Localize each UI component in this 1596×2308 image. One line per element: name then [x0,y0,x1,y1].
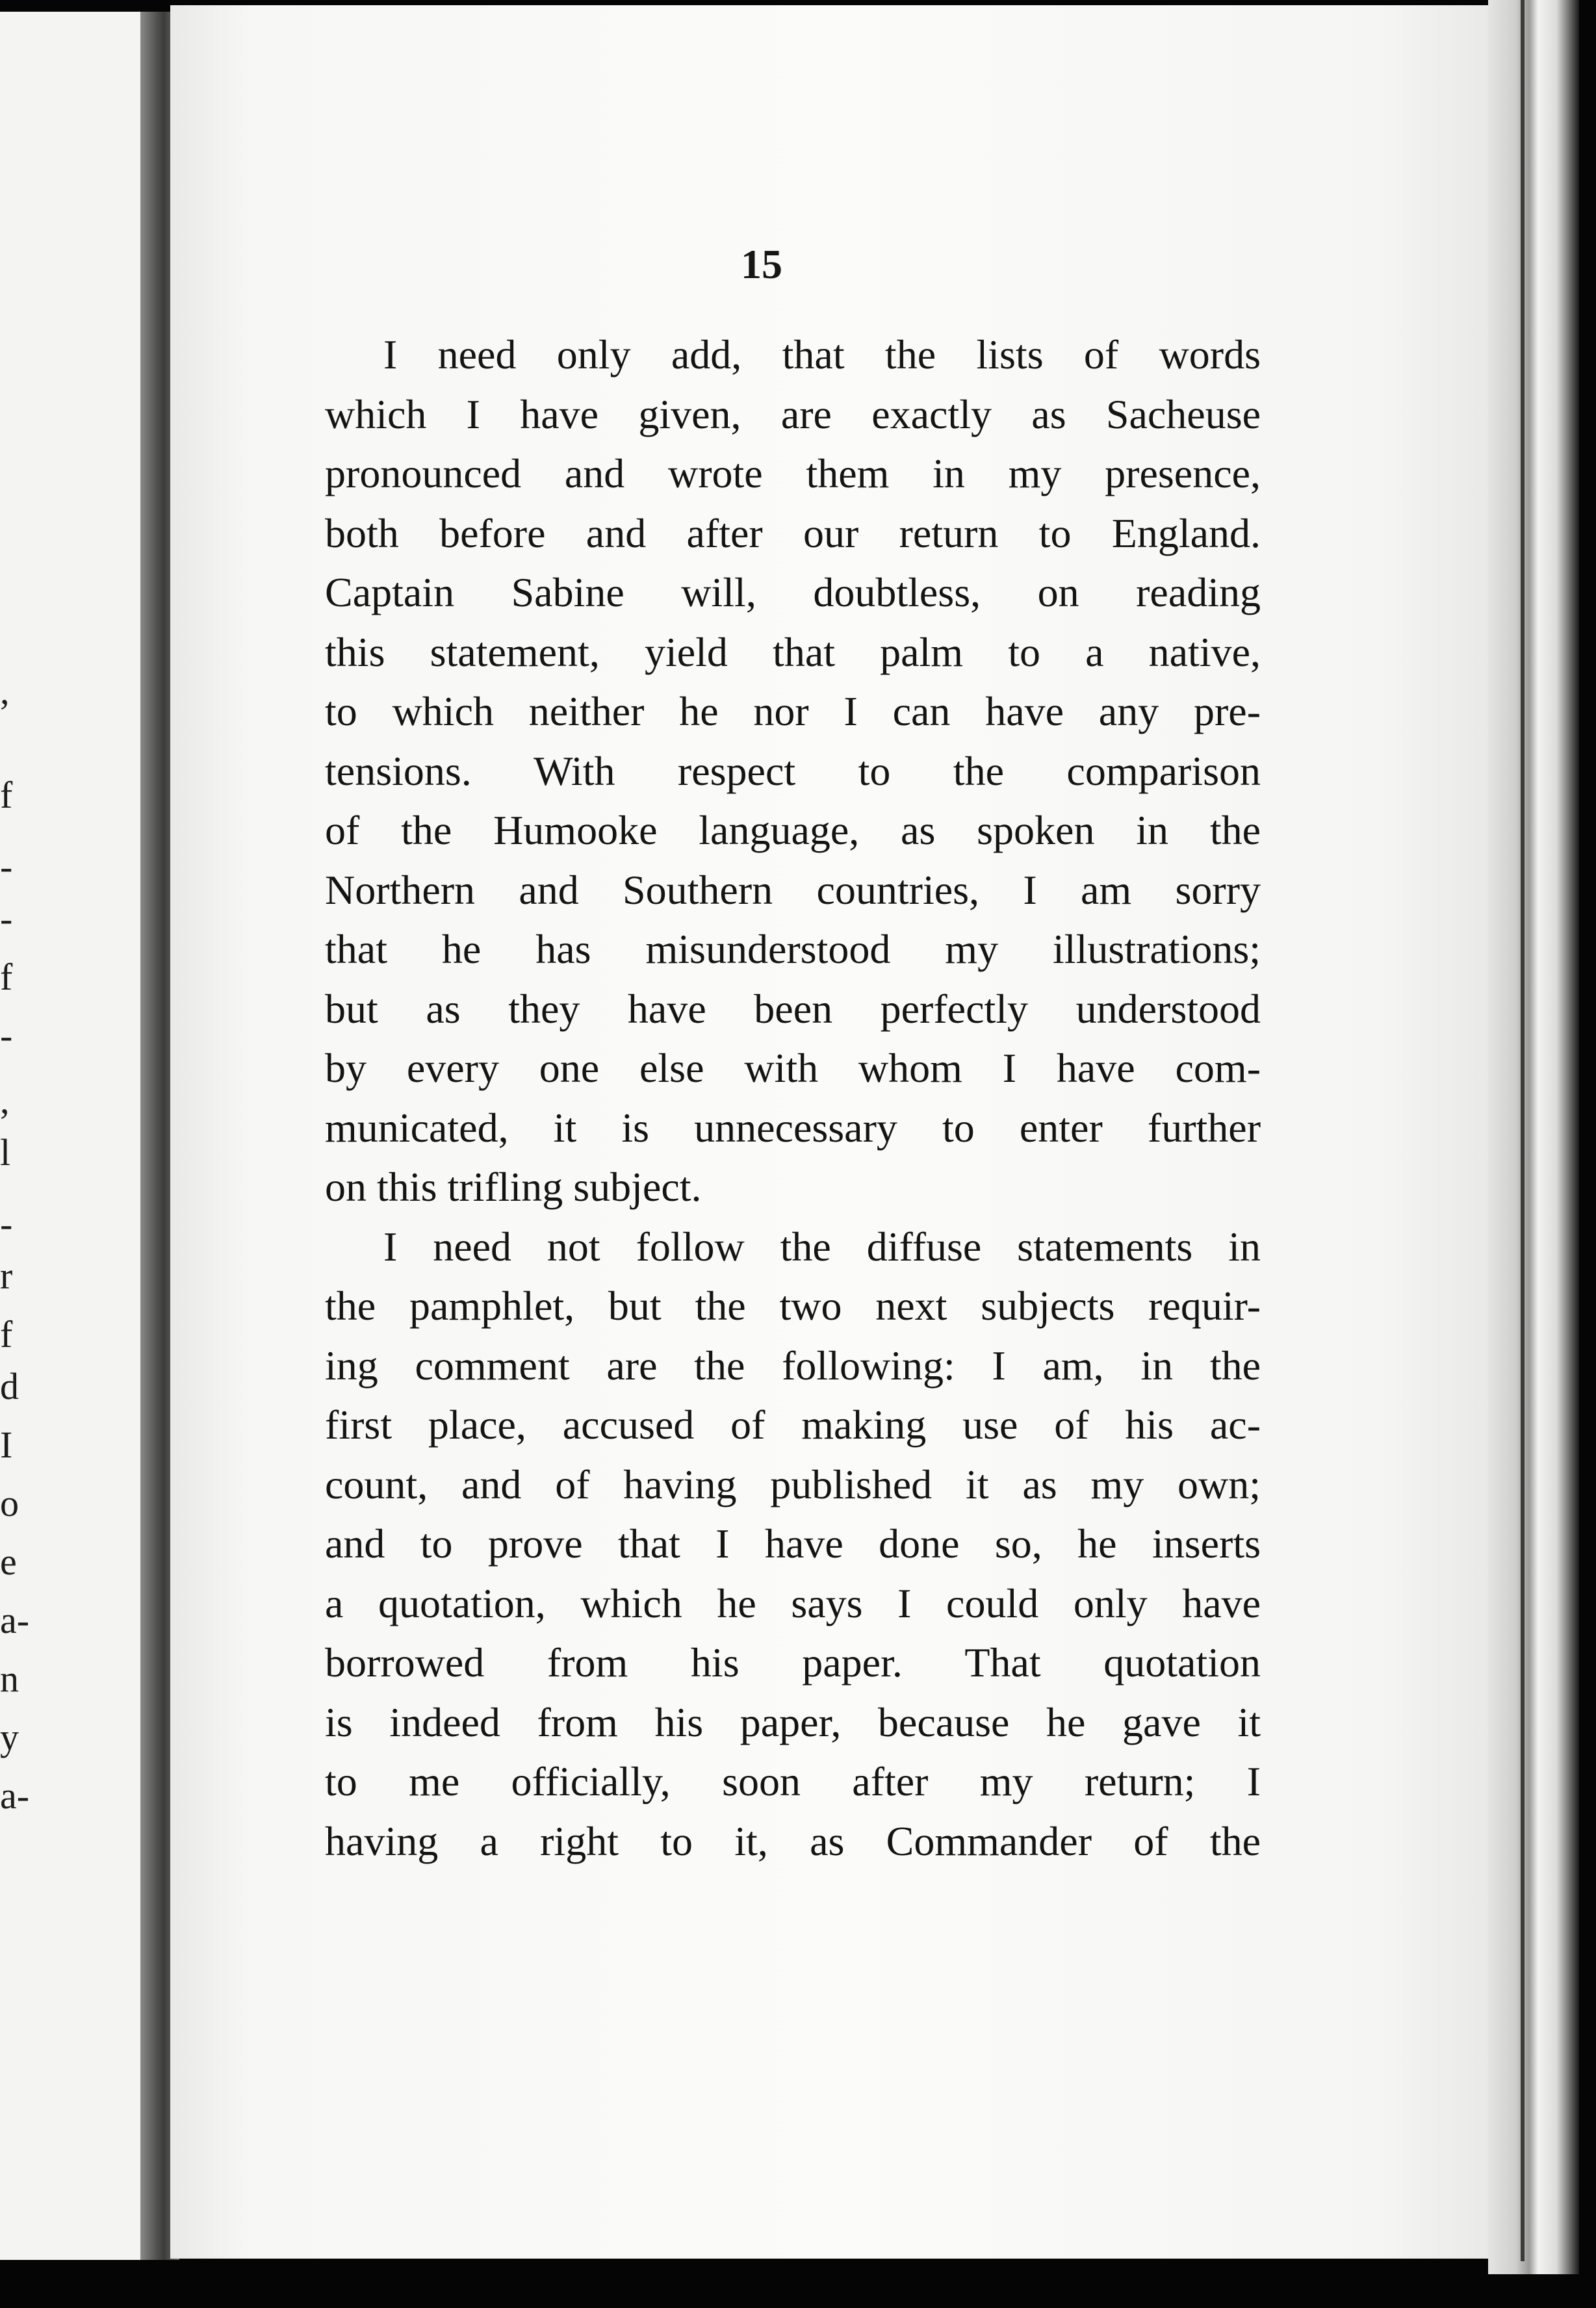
text-line: having a right to it, as Commander of the [325,1817,1261,1864]
text-line: I need not follow the diffuse statements in [383,1223,1261,1270]
facing-page-fragment: o [0,1482,19,1524]
text-line: borrowed from his paper. That quotation [325,1639,1261,1686]
text-line: both before and after our return to England. [325,509,1261,556]
facing-page-fragment: f [0,956,13,998]
text-line: which I have given, are exactly as Sacheuse [325,391,1261,437]
text-line: I need only add, that the lists of words [383,331,1261,378]
facing-page-fragment: , [0,670,10,712]
facing-page-fragment: - [0,845,13,888]
facing-page-fragment: f [0,774,13,816]
text-line: of the Humooke language, as spoken in the [325,807,1261,853]
text-line: on this trifling subject. [325,1164,702,1210]
text-line: count, and of having published it as my own; [325,1461,1261,1507]
facing-page-fragment: - [0,1203,13,1245]
text-line: tensions. With respect to the comparison [325,747,1261,794]
text-line: Northern and Southern countries, I am sorry [325,866,1261,913]
text-line: municated, it is unnecessary to enter further [325,1104,1261,1151]
text-line: that he has misunderstood my illustrations; [325,926,1261,972]
facing-page-fragment: n [0,1658,19,1700]
facing-page-fragment: y [0,1716,19,1758]
text-line: and to prove that I have done so, he inserts [325,1520,1261,1567]
facing-page-fragment: a- [0,1775,30,1817]
facing-page-fragment: - [0,897,13,940]
facing-page-fragment: l [0,1131,11,1173]
body-text [325,325,1261,1871]
text-line: pronounced and wrote them in my presence, [325,450,1261,496]
facing-page-fragment: f [0,1313,13,1355]
text-line: is indeed from his paper, because he gave it [325,1699,1261,1745]
page-stack-edge [1488,0,1579,2274]
text-line: to me officially, soon after my return; I [325,1758,1261,1804]
page-number: 15 [741,241,782,287]
facing-page-fragment: r [0,1255,13,1297]
text-line: a quotation, which he says I could only have [325,1580,1261,1626]
facing-page-text-fragments [0,0,30,2308]
text-line: ing comment are the following: I am, in the [325,1342,1261,1389]
text-line: this statement, yield that palm to a native, [325,628,1261,675]
facing-page-fragment: I [0,1424,13,1466]
facing-page-fragment: , [0,1079,10,1122]
text-line: by every one else with whom I have com- [325,1045,1261,1091]
facing-page-fragment: e [0,1541,17,1583]
facing-page-fragment: d [0,1365,19,1407]
text-line: but as they have been perfectly understood [325,985,1261,1032]
facing-page-fragment: a- [0,1599,30,1641]
text-line: to which neither he nor I can have any pre- [325,688,1261,734]
page-edge-line [1521,0,1525,2261]
text-line: the pamphlet, but the two next subjects requir- [325,1283,1261,1329]
text-line: first place, accused of making use of his ac- [325,1402,1261,1448]
text-line: Captain Sabine will, doubtless, on reading [325,569,1261,615]
facing-page-fragment: - [0,1014,13,1057]
